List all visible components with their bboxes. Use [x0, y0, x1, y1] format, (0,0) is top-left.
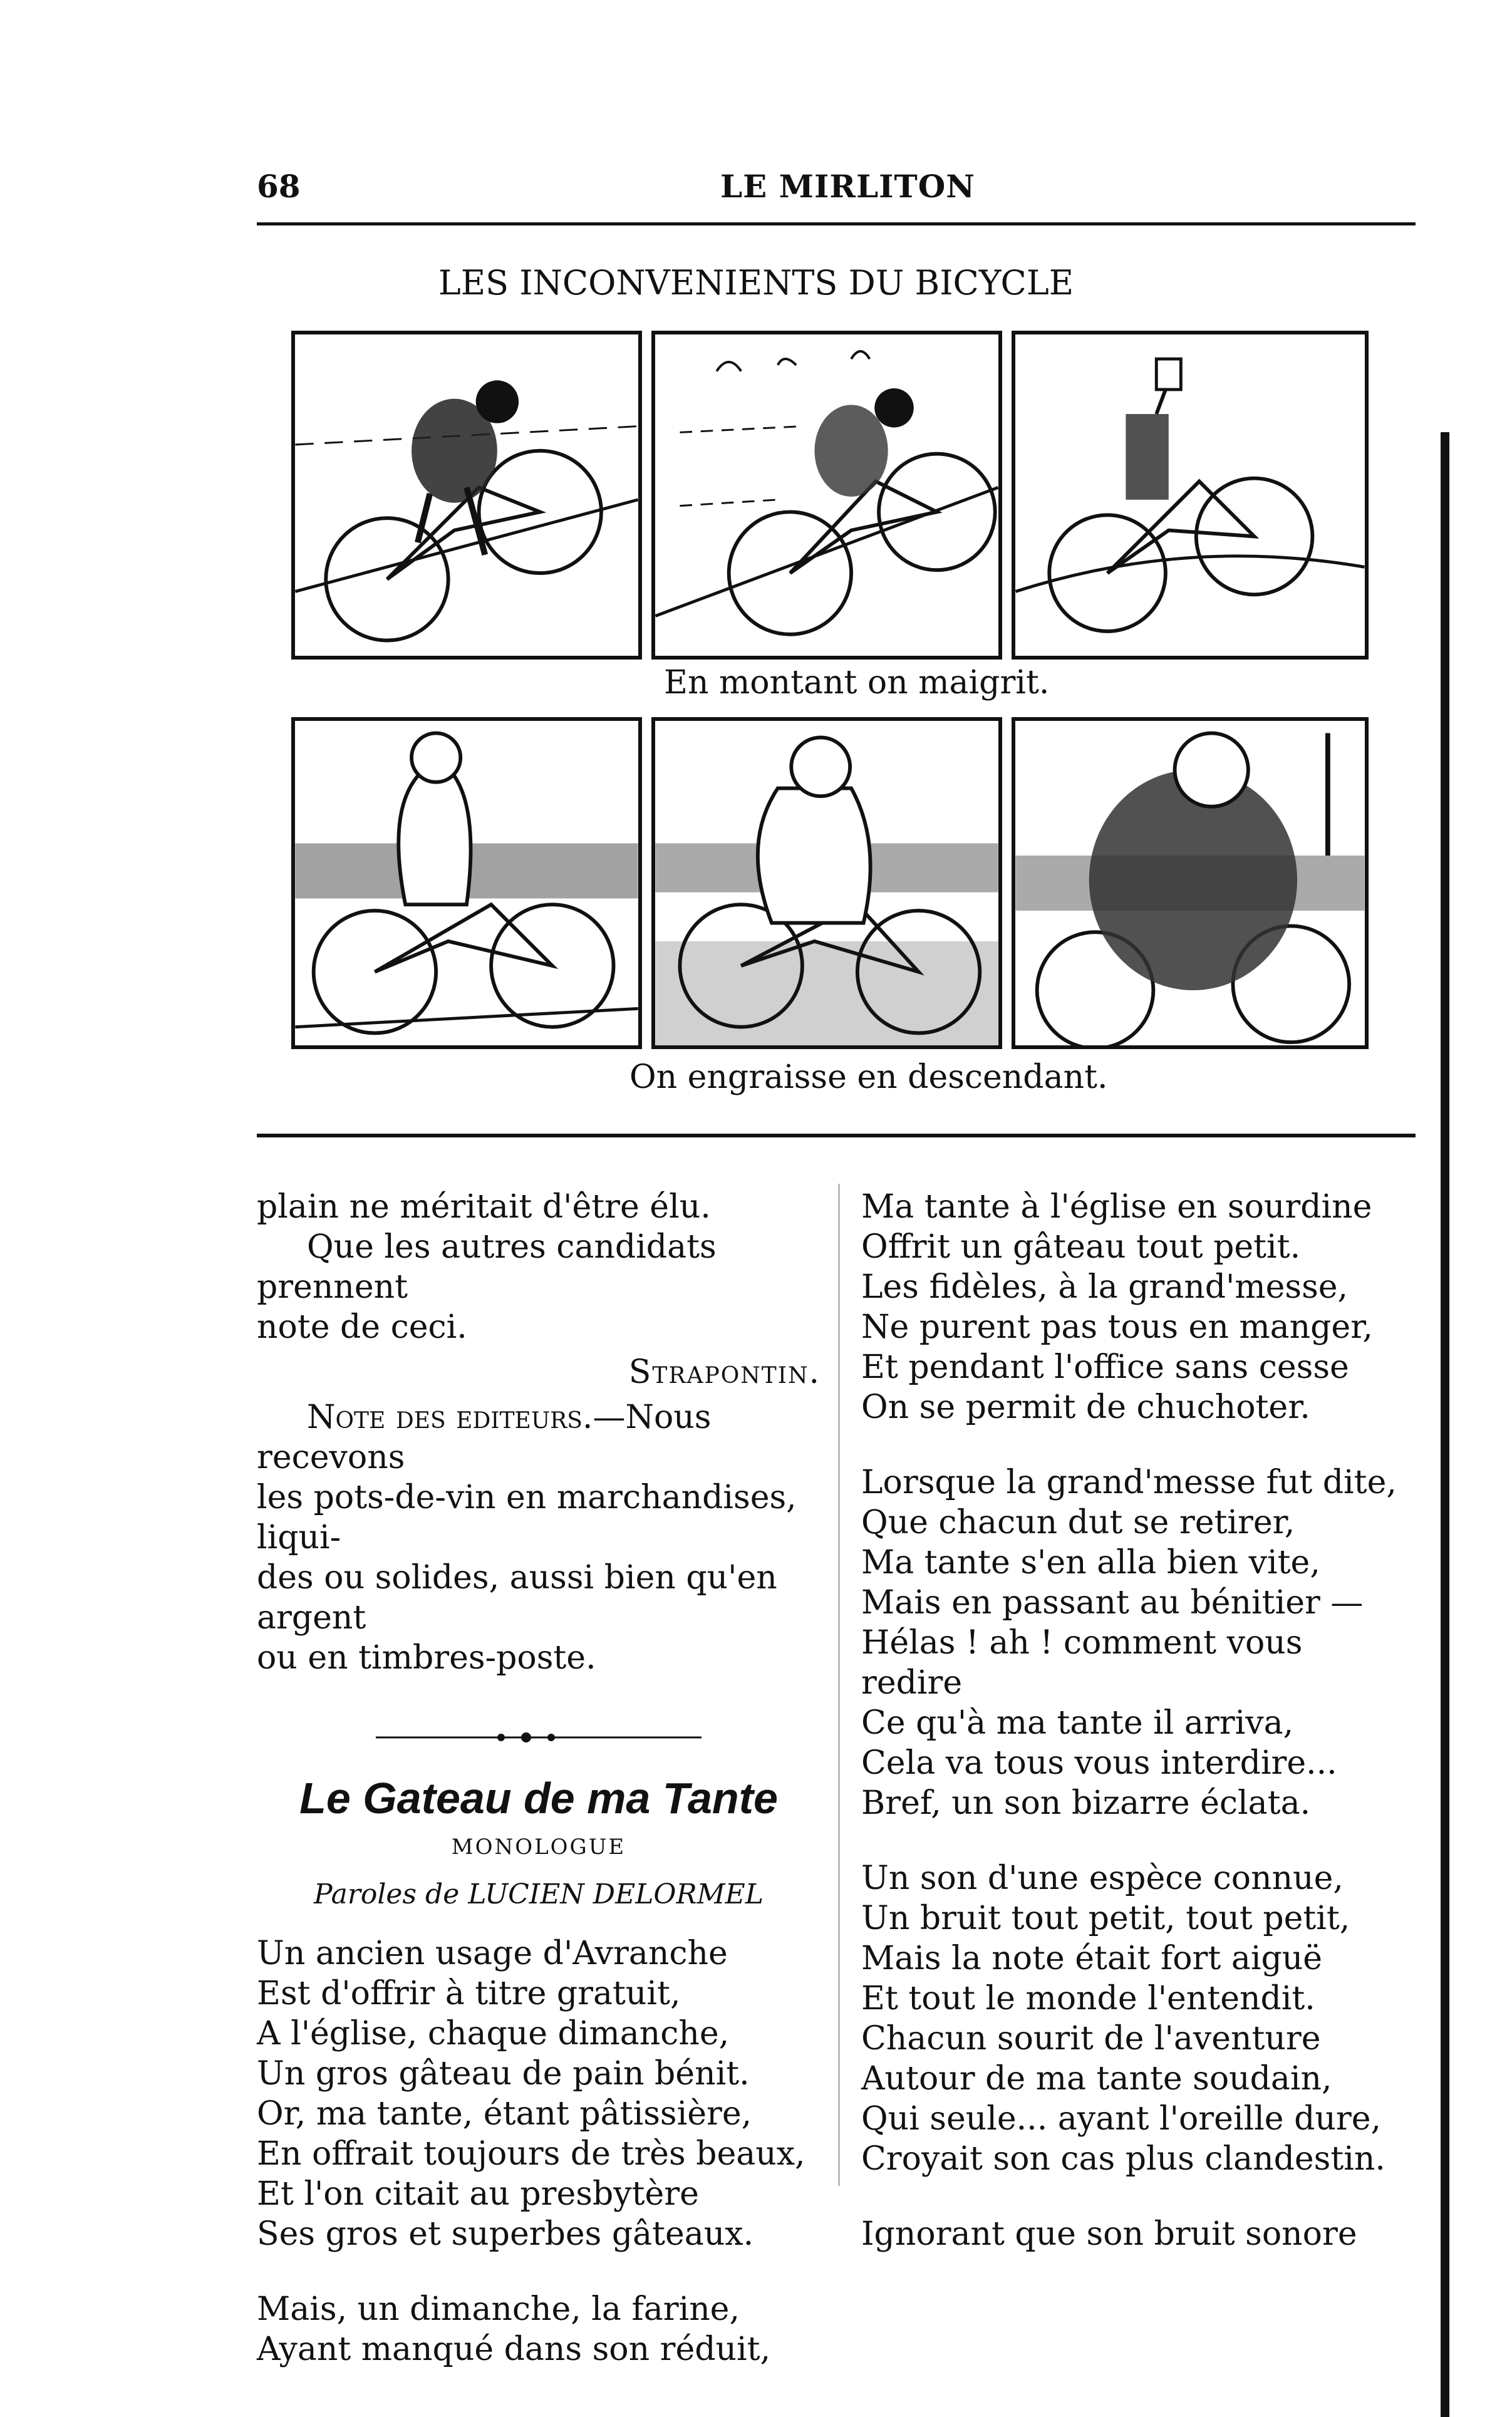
stanza-gap: [861, 1427, 1412, 1462]
verse-line: Bref, un son bizarre éclata.: [861, 1784, 1311, 1822]
cyclist-climbing-illustration: [295, 334, 638, 656]
verse-line: Ne purent pas tous en manger,: [861, 1308, 1373, 1346]
right-column: [861, 1187, 1412, 2254]
verse-line: Or, ma tante, étant pâtissière,: [257, 2095, 752, 2133]
cartoon-panel-descend-3: [1012, 717, 1369, 1049]
verse-line: Un son d'une espèce connue,: [861, 1860, 1344, 1897]
text-line: les pots-de-vin en marchandises, liqui-: [257, 1479, 797, 1556]
poem-byline: [257, 1875, 821, 1915]
verse-line: Lorsque la grand'messe fut dite,: [861, 1464, 1397, 1501]
cyclist-descending-illustration: [1015, 721, 1365, 1045]
verse-line: Mais en passant au bénitier —: [861, 1584, 1364, 1622]
verse-line: Les fidèles, à la grand'messe,: [861, 1268, 1349, 1306]
text-line: ou en timbres-poste.: [257, 1639, 596, 1677]
verse-line: Croyait son cas plus clandestin.: [861, 2140, 1385, 2178]
editors-note-first-line: [257, 1397, 821, 1478]
cartoon-panel-climb-2: [651, 331, 1002, 660]
spacer: [257, 1678, 821, 1728]
cartoon-title: LES INCONVENIENTS DU BICYCLE: [438, 263, 1074, 303]
verse-line: Un bruit tout petit, tout petit,: [861, 1900, 1350, 1937]
caption-descending: On engraisse en descendant.: [629, 1058, 1108, 1096]
stanza-gap: [861, 1823, 1412, 1858]
cartoon-panel-descend-1: [291, 717, 642, 1049]
column-divider: [838, 1184, 840, 2186]
verse-line: Est d'offrir à titre gratuit,: [257, 1975, 681, 2012]
text-line: —Nous recevons: [257, 1399, 712, 1476]
verse-line: Ce qu'à ma tante il arriva,: [861, 1704, 1294, 1742]
verse-line: Cela va tous vous interdire...: [861, 1744, 1337, 1782]
verse-line: Ignorant que son bruit sonore: [861, 2215, 1357, 2253]
running-title: LE MIRLITON: [720, 168, 975, 205]
stanza-gap: [861, 2179, 1412, 2214]
verse-line: Et l'on citait au presbytère: [257, 2175, 699, 2213]
cartoon-panel-descend-2: [651, 717, 1002, 1049]
cyclist-climbing-illustration: [655, 334, 998, 656]
cartoon-panel-climb-1: [291, 331, 642, 660]
verse-line: Et tout le monde l'entendit.: [861, 1980, 1315, 2017]
binding-edge: [1441, 432, 1449, 2417]
text-line: plain ne méritait d'être élu.: [257, 1188, 711, 1226]
left-column: [257, 1187, 821, 2369]
caption-climbing: En montant on maigrit.: [664, 664, 1050, 701]
section-rule: [257, 1134, 1416, 1137]
verse-line: A l'église, chaque dimanche,: [257, 2015, 730, 2052]
verse-line: Ma tante s'en alla bien vite,: [861, 1544, 1320, 1581]
byline-author: LUCIEN DELORMEL: [468, 1878, 764, 1910]
verse-line: Un ancien usage d'Avranche: [257, 1935, 728, 1972]
editors-note-lead: Note des editeurs.: [307, 1399, 593, 1436]
verse-line: Qui seule... ayant l'oreille dure,: [861, 2100, 1382, 2138]
text-line: Que les autres candidats prennent: [257, 1228, 717, 1306]
verse-line: Mais la note était fort aiguë: [861, 1940, 1322, 1977]
verse-line: Que chacun dut se retirer,: [861, 1504, 1295, 1541]
cyclist-climbing-illustration: [1015, 334, 1365, 656]
spacer: [257, 1915, 821, 1933]
verse-line: Ses gros et superbes gâteaux.: [257, 2215, 754, 2253]
text-line: des ou solides, aussi bien qu'en argent: [257, 1559, 777, 1637]
verse-line: Autour de ma tante soudain,: [861, 2060, 1332, 2098]
cyclist-descending-illustration: [655, 721, 998, 1045]
verse-line: Mais, un dimanche, la farine,: [257, 2290, 740, 2328]
cyclist-descending-illustration: [295, 721, 638, 1045]
page-number: 68: [257, 168, 301, 205]
byline-prefix: Paroles de: [313, 1878, 460, 1910]
cartoon-panel-climb-3: [1012, 331, 1369, 660]
text-line: note de ceci.: [257, 1308, 467, 1346]
poem-title: Le Gateau de ma Tante: [299, 1774, 778, 1823]
verse-line: En offrait toujours de très beaux,: [257, 2135, 805, 2173]
verse-line: Hélas ! ah ! comment vous redire: [861, 1624, 1303, 1702]
verse-line: Et pendant l'office sans cesse: [861, 1348, 1349, 1386]
header-rule: [257, 222, 1416, 225]
verse-line: On se permit de chuchoter.: [861, 1389, 1310, 1426]
stanza-gap: [257, 2254, 821, 2289]
signature: Strapontin.: [628, 1353, 821, 1391]
verse-line: Offrit un gâteau tout petit.: [861, 1228, 1301, 1266]
poem-subtitle: MONOLOGUE: [451, 1835, 626, 1860]
ornament-divider-icon: [376, 1728, 702, 1747]
verse-line: Un gros gâteau de pain bénit.: [257, 2055, 750, 2093]
verse-line: Chacun sourit de l'aventure: [861, 2020, 1321, 2057]
verse-line: Ayant manqué dans son réduit,: [257, 2331, 771, 2368]
verse-line: Ma tante à l'église en sourdine: [861, 1188, 1372, 1226]
